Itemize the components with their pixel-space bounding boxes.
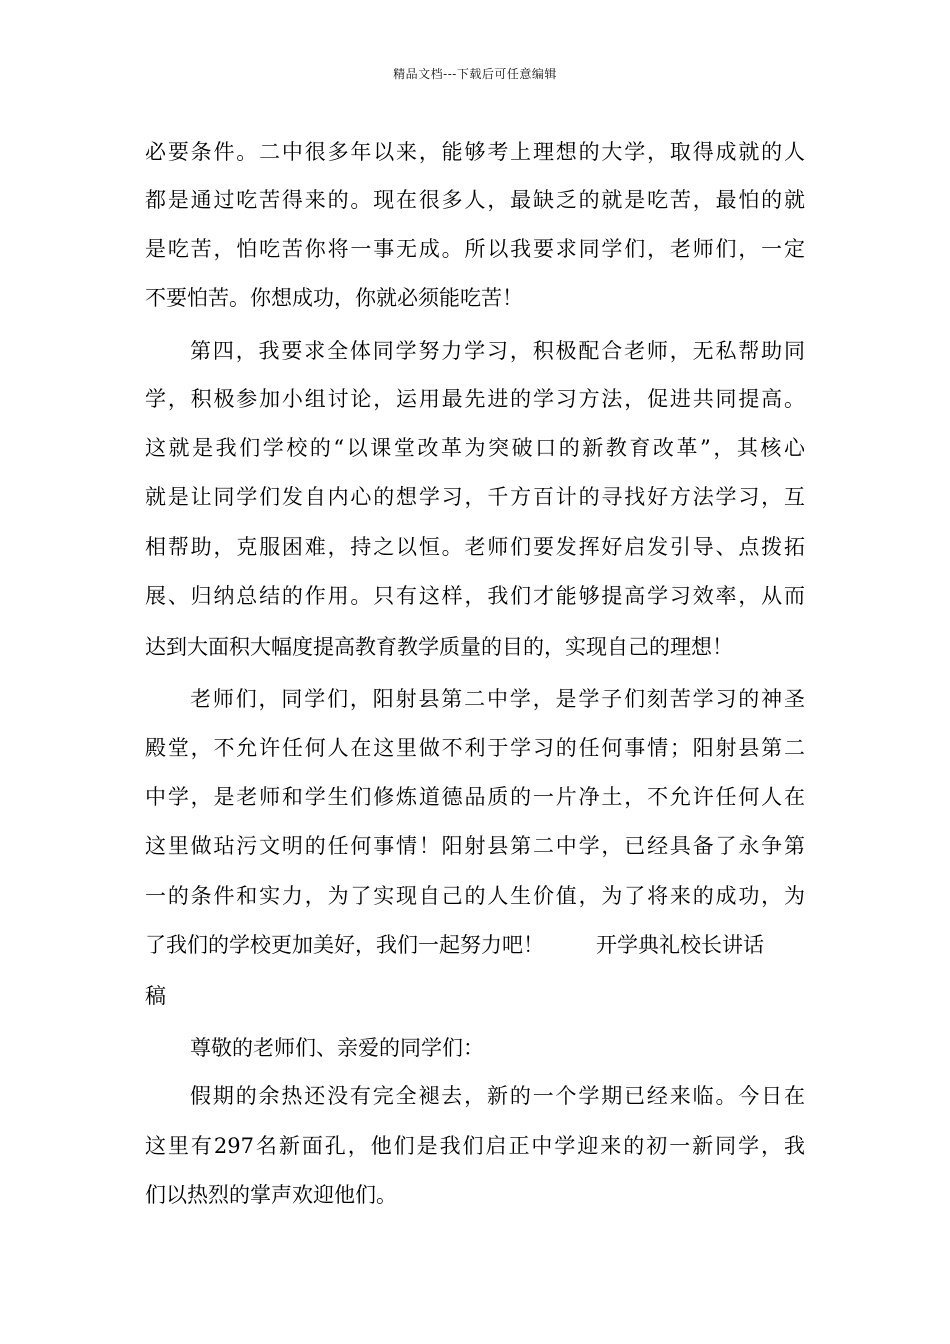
text-line: 们以热烈的掌声欢迎他们。 — [145, 1183, 397, 1207]
text-line: 中学，是老师和学生们修炼道德品质的一片净土，不允许任何人在 — [145, 785, 805, 809]
text-line: 都是通过吃苦得来的。现在很多人，最缺乏的就是吃苦，最怕的就 — [145, 188, 805, 212]
text-line: 达到大面积大幅度提高教育教学质量的目的，实现自己的理想！ — [145, 635, 733, 659]
text-line: 这就是我们学校的“以课堂改革为突破口的新教育改革”，其核心 — [145, 436, 805, 460]
text-line: 学，积极参加小组讨论，运用最先进的学习方法，促进共同提高。 — [145, 387, 805, 411]
text-line: 一的条件和实力，为了实现自己的人生价值，为了将来的成功，为 — [145, 884, 805, 908]
paragraph-first-line: 老师们，同学们，阳射县第二中学，是学子们刻苦学习的神圣 — [190, 687, 805, 711]
text-line: 必要条件。二中很多年以来，能够考上理想的大学，取得成就的人 — [145, 140, 805, 164]
text-line — [145, 930, 805, 960]
paragraph-first-line: 第四，我要求全体同学努力学习，积极配合老师，无私帮助同 — [190, 339, 805, 363]
text-line: 相帮助，克服困难，持之以恒。老师们要发挥好启发引导、点拨拓 — [145, 535, 805, 559]
section-title-continued: 稿 — [145, 984, 166, 1008]
text-line: 不要怕苦。你想成功，你就必须能吃苦！ — [145, 286, 523, 310]
text-line: 这里有297名新面孔，他们是我们启正中学迎来的初一新同学，我 — [145, 1134, 805, 1158]
text-line: 这里做玷污文明的任何事情！阳射县第二中学，已经具备了永争第 — [145, 834, 805, 858]
text-line: 就是让同学们发自内心的想学习，千方百计的寻找好方法学习，互 — [145, 485, 805, 509]
paragraph-end-text: 了我们的学校更加美好，我们一起努力吧！ — [145, 933, 544, 957]
paragraph-first-line: 假期的余热还没有完全褪去，新的一个学期已经来临。今日在 — [190, 1084, 805, 1108]
text-line: 展、归纳总结的作用。只有这样，我们才能够提高学习效率，从而 — [145, 584, 805, 608]
section-title: 开学典礼校长讲话 — [596, 933, 764, 957]
salutation: 尊敬的老师们、亲爱的同学们： — [190, 1036, 484, 1060]
page-header: 精品文档---下载后可任意编辑 — [393, 67, 557, 81]
text-line: 殿堂，不允许任何人在这里做不利于学习的任何事情；阳射县第二 — [145, 736, 805, 760]
text-line: 是吃苦，怕吃苦你将一事无成。所以我要求同学们，老师们，一定 — [145, 237, 805, 261]
